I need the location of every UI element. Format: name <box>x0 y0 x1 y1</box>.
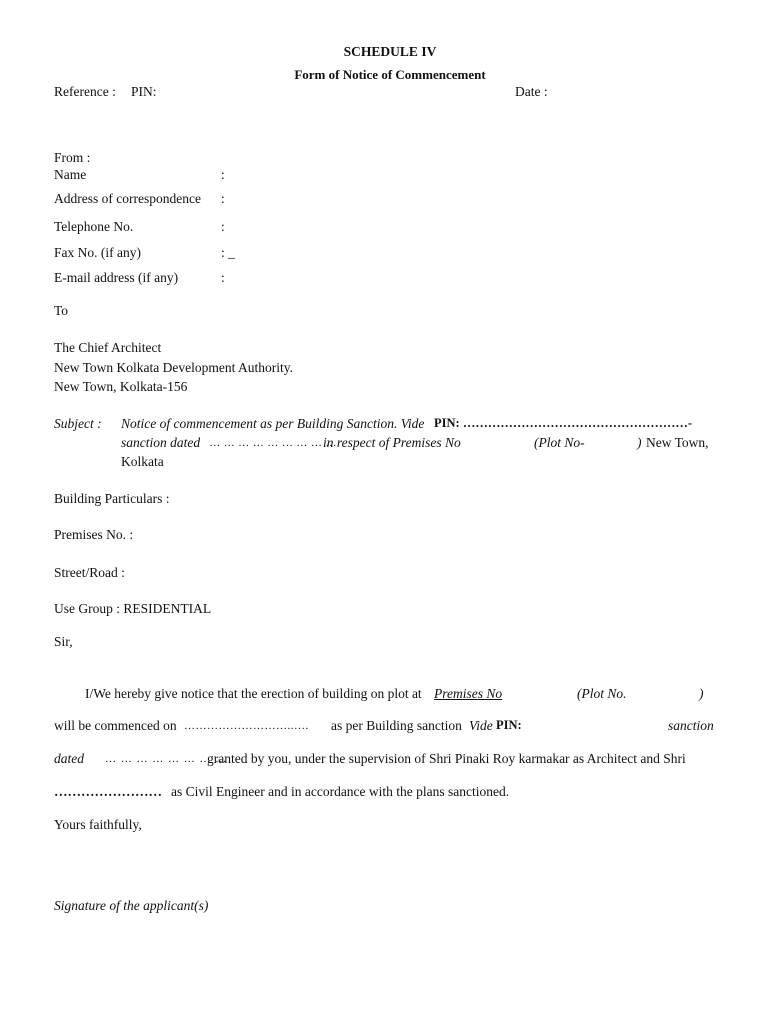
fax-label: Fax No. (if any) <box>54 245 141 260</box>
to-line-1: The Chief Architect <box>54 340 162 355</box>
body-premises-no: Premises No <box>434 686 503 701</box>
body-line-2-start: will be commenced on <box>54 718 177 733</box>
address-label: Address of correspondence <box>54 191 201 206</box>
subject-plot-close: ) <box>637 435 642 450</box>
subject-label: Subject : <box>54 416 102 431</box>
email-separator: : <box>221 270 225 285</box>
body-vide: Vide <box>469 718 493 733</box>
body-line-4: as Civil Engineer and in accordance with the plans sanctioned. <box>171 784 510 799</box>
fax-separator: : _ <box>221 245 235 260</box>
schedule-heading: SCHEDULE IV <box>343 44 437 59</box>
body-line-3: granted by you, under the supervision of Shri Pinaki Roy karmakar as Architect and Shri <box>207 751 686 766</box>
engineer-dots: …………………… <box>54 784 162 799</box>
subject-date-dots: … … … … … … … … … <box>210 437 338 449</box>
premises-label: Premises No. : <box>54 527 134 542</box>
pin-label: PIN: <box>131 84 157 99</box>
subject-pin: PIN: ………………………………………………- <box>434 416 692 430</box>
address-separator: : <box>221 191 225 206</box>
to-line-2: New Town Kolkata Development Authority. <box>54 360 294 375</box>
to-line-3: New Town, Kolkata-156 <box>54 379 188 394</box>
signature-label: Signature of the applicant(s) <box>54 898 209 913</box>
telephone-separator: : <box>221 219 225 234</box>
subject-plot: (Plot No- <box>534 435 585 450</box>
body-line-1: I/We hereby give notice that the erection of building on plot at <box>85 686 422 701</box>
body-dated: dated <box>54 751 84 766</box>
reference-label: Reference : <box>54 84 116 99</box>
commence-date-dots: ………………………..…. <box>184 720 309 732</box>
subject-premises: in respect of Premises No <box>323 435 461 450</box>
building-particulars-label: Building Particulars : <box>54 491 170 506</box>
body-sanction: sanction <box>668 718 714 733</box>
subject-sanction-dated: sanction dated <box>121 435 201 450</box>
from-label: From : <box>54 150 91 165</box>
subject-line-3: Kolkata <box>121 454 164 469</box>
form-title: Form of Notice of Commencement <box>294 67 486 82</box>
to-label: To <box>54 303 69 318</box>
body-pin: PIN: <box>496 718 522 732</box>
use-group-label: Use Group : RESIDENTIAL <box>54 601 212 616</box>
street-label: Street/Road : <box>54 565 125 580</box>
date-label: Date : <box>515 84 548 99</box>
closing: Yours faithfully, <box>54 817 142 832</box>
premises-underline <box>434 686 713 702</box>
telephone-label: Telephone No. <box>54 219 134 234</box>
name-label: Name <box>54 167 87 182</box>
subject-line-1: Notice of commencement as per Building Sanction. Vide <box>121 416 425 431</box>
dated-dots: … … … … … … … … <box>105 753 228 765</box>
body-plot-no: (Plot No. <box>577 686 627 701</box>
body-line-2-mid: as per Building sanction <box>331 718 462 733</box>
email-label: E-mail address (if any) <box>54 270 179 285</box>
name-separator: : <box>221 167 225 182</box>
salutation: Sir, <box>54 634 73 649</box>
body-plot-close: ) <box>699 686 704 701</box>
subject-new-town: New Town, <box>646 435 709 450</box>
